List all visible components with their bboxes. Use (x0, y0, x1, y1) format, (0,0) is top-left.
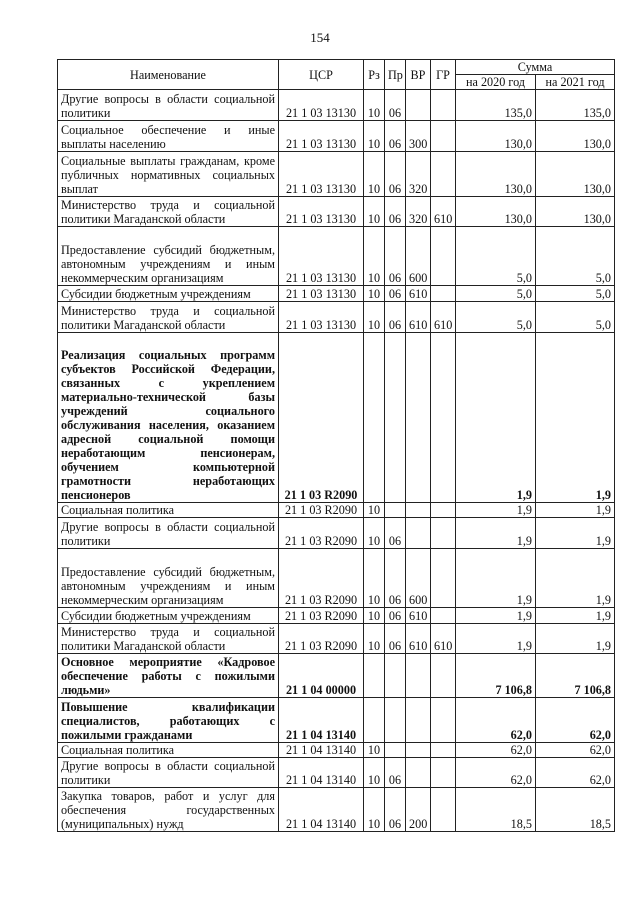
cell-csr: 21 1 03 13130 (279, 152, 364, 197)
cell-csr: 21 1 03 13130 (279, 121, 364, 152)
cell-gr (431, 503, 456, 518)
table-row (58, 518, 615, 549)
cell-csr: 21 1 03 R2090 (279, 549, 364, 608)
cell-gr (431, 788, 456, 832)
cell-pr: 06 (385, 608, 406, 624)
cell-name: Министерство труда и социальной политики Магаданской области (58, 197, 279, 227)
cell-gr: 610 (431, 624, 456, 654)
cell-pr (385, 503, 406, 518)
cell-y2021: 130,0 (536, 152, 615, 197)
cell-rz: 10 (364, 152, 385, 197)
cell-pr (385, 743, 406, 758)
cell-vr (406, 758, 431, 788)
cell-csr: 21 1 03 R2090 (279, 503, 364, 518)
table-row (58, 788, 615, 832)
cell-y2020: 130,0 (456, 197, 536, 227)
cell-vr: 610 (406, 286, 431, 302)
cell-name: Социальная политика (58, 503, 279, 518)
cell-pr: 06 (385, 121, 406, 152)
cell-name: Министерство труда и социальной политики Магаданской области (58, 624, 279, 654)
cell-vr: 320 (406, 152, 431, 197)
cell-y2020: 1,9 (456, 503, 536, 518)
cell-csr: 21 1 03 R2090 (279, 518, 364, 549)
cell-csr: 21 1 03 13130 (279, 302, 364, 333)
cell-gr (431, 698, 456, 743)
cell-csr: 21 1 04 13140 (279, 698, 364, 743)
cell-y2020: 7 106,8 (456, 654, 536, 698)
cell-vr: 600 (406, 549, 431, 608)
header-gr: ГР (431, 60, 456, 90)
page-number: 154 (310, 30, 330, 45)
cell-pr: 06 (385, 152, 406, 197)
cell-vr: 300 (406, 121, 431, 152)
cell-rz: 10 (364, 197, 385, 227)
table-row (58, 286, 615, 302)
cell-gr (431, 333, 456, 503)
table-row (58, 698, 615, 743)
cell-gr: 610 (431, 197, 456, 227)
cell-y2020: 5,0 (456, 286, 536, 302)
cell-rz: 10 (364, 121, 385, 152)
cell-vr (406, 503, 431, 518)
cell-y2020: 5,0 (456, 227, 536, 286)
cell-gr (431, 121, 456, 152)
cell-rz: 10 (364, 758, 385, 788)
header-csr: ЦСР (279, 60, 364, 90)
cell-pr: 06 (385, 227, 406, 286)
header-vr: ВР (406, 60, 431, 90)
cell-vr (406, 743, 431, 758)
header-sum: Сумма (456, 60, 615, 75)
cell-csr: 21 1 04 00000 (279, 654, 364, 698)
cell-csr: 21 1 04 13140 (279, 758, 364, 788)
cell-y2020: 1,9 (456, 549, 536, 608)
cell-y2020: 130,0 (456, 121, 536, 152)
table-row (58, 503, 615, 518)
cell-vr (406, 518, 431, 549)
cell-pr: 06 (385, 90, 406, 121)
cell-vr: 320 (406, 197, 431, 227)
cell-y2020: 1,9 (456, 518, 536, 549)
table-row (58, 227, 615, 286)
cell-csr: 21 1 03 13130 (279, 227, 364, 286)
cell-vr (406, 654, 431, 698)
table-row (58, 121, 615, 152)
table-row (58, 743, 615, 758)
cell-rz: 10 (364, 608, 385, 624)
cell-pr: 06 (385, 197, 406, 227)
cell-y2021: 1,9 (536, 503, 615, 518)
cell-rz: 10 (364, 549, 385, 608)
cell-name: Субсидии бюджетным учреждениям (58, 608, 279, 624)
cell-y2021: 1,9 (536, 608, 615, 624)
cell-rz: 10 (364, 503, 385, 518)
table-row (58, 90, 615, 121)
cell-pr (385, 333, 406, 503)
cell-gr (431, 758, 456, 788)
header-pr: Пр (385, 60, 406, 90)
budget-table (57, 59, 615, 832)
cell-csr: 21 1 03 R2090 (279, 624, 364, 654)
header-name: Наименование (58, 60, 279, 90)
cell-gr (431, 286, 456, 302)
cell-vr (406, 333, 431, 503)
cell-y2020: 1,9 (456, 608, 536, 624)
cell-name: Другие вопросы в области социальной политики (58, 518, 279, 549)
cell-vr (406, 698, 431, 743)
cell-y2021: 62,0 (536, 743, 615, 758)
cell-rz: 10 (364, 286, 385, 302)
cell-rz: 10 (364, 227, 385, 286)
table-row (58, 152, 615, 197)
cell-vr: 610 (406, 608, 431, 624)
cell-csr: 21 1 03 13130 (279, 286, 364, 302)
cell-pr: 06 (385, 549, 406, 608)
cell-vr: 600 (406, 227, 431, 286)
cell-y2020: 135,0 (456, 90, 536, 121)
cell-y2021: 130,0 (536, 197, 615, 227)
cell-name: Социальные выплаты гражданам, кроме публичных нормативных социальных выплат (58, 152, 279, 197)
cell-y2021: 1,9 (536, 518, 615, 549)
table-row (58, 549, 615, 608)
cell-gr (431, 227, 456, 286)
cell-y2021: 130,0 (536, 121, 615, 152)
cell-gr (431, 549, 456, 608)
cell-name: Министерство труда и социальной политики Магаданской области (58, 302, 279, 333)
table-row (58, 333, 615, 503)
cell-rz: 10 (364, 624, 385, 654)
cell-csr: 21 1 04 13140 (279, 743, 364, 758)
cell-y2020: 62,0 (456, 743, 536, 758)
cell-y2021: 5,0 (536, 286, 615, 302)
cell-rz (364, 698, 385, 743)
header-year-2021: на 2021 год (536, 75, 615, 90)
cell-y2021: 135,0 (536, 90, 615, 121)
cell-y2021: 62,0 (536, 758, 615, 788)
header-rz: Рз (364, 60, 385, 90)
cell-csr: 21 1 03 R2090 (279, 608, 364, 624)
cell-pr: 06 (385, 286, 406, 302)
cell-name: Предоставление субсидий бюджетным, автономным учреждениям и иным некоммерческим организациям (58, 549, 279, 608)
header-row (58, 60, 615, 75)
cell-pr (385, 698, 406, 743)
cell-rz: 10 (364, 788, 385, 832)
cell-name: Другие вопросы в области социальной политики (58, 90, 279, 121)
cell-csr: 21 1 03 R2090 (279, 333, 364, 503)
cell-y2021: 5,0 (536, 302, 615, 333)
cell-pr: 06 (385, 788, 406, 832)
cell-pr (385, 654, 406, 698)
cell-vr: 610 (406, 302, 431, 333)
cell-rz (364, 654, 385, 698)
table-row (58, 608, 615, 624)
cell-vr: 610 (406, 624, 431, 654)
cell-rz: 10 (364, 302, 385, 333)
cell-y2021: 1,9 (536, 549, 615, 608)
cell-y2021: 1,9 (536, 624, 615, 654)
cell-name: Социальная политика (58, 743, 279, 758)
table-row (58, 654, 615, 698)
cell-y2020: 5,0 (456, 302, 536, 333)
cell-y2020: 1,9 (456, 333, 536, 503)
cell-gr (431, 152, 456, 197)
cell-y2021: 7 106,8 (536, 654, 615, 698)
cell-name: Повышение квалификации специалистов, работающих с пожилыми гражданами (58, 698, 279, 743)
table-row (58, 302, 615, 333)
cell-name: Закупка товаров, работ и услуг для обеспечения государственных (муниципальных) нужд (58, 788, 279, 832)
cell-vr: 200 (406, 788, 431, 832)
cell-gr (431, 90, 456, 121)
cell-y2021: 1,9 (536, 333, 615, 503)
cell-name: Социальное обеспечение и иные выплаты населению (58, 121, 279, 152)
cell-y2020: 62,0 (456, 698, 536, 743)
cell-y2020: 62,0 (456, 758, 536, 788)
cell-csr: 21 1 03 13130 (279, 90, 364, 121)
cell-y2020: 130,0 (456, 152, 536, 197)
cell-y2021: 62,0 (536, 698, 615, 743)
cell-gr (431, 608, 456, 624)
cell-name: Основное мероприятие «Кадровое обеспечение работы с пожилыми людьми» (58, 654, 279, 698)
cell-y2020: 18,5 (456, 788, 536, 832)
cell-gr (431, 518, 456, 549)
cell-rz: 10 (364, 90, 385, 121)
cell-name: Субсидии бюджетным учреждениям (58, 286, 279, 302)
table-row (58, 197, 615, 227)
cell-name: Предоставление субсидий бюджетным, автономным учреждениям и иным некоммерческим организациям (58, 227, 279, 286)
cell-y2021: 5,0 (536, 227, 615, 286)
cell-name: Другие вопросы в области социальной политики (58, 758, 279, 788)
cell-pr: 06 (385, 758, 406, 788)
table-row (58, 624, 615, 654)
header-year-2020: на 2020 год (456, 75, 536, 90)
cell-name: Реализация социальных программ субъектов Российской Федерации, связанных с укреплением материально-технической базы учреждений социального обслуживания населения, оказанием адресной социальной помощи неработающим пенсионерам, обучением компьютерной грамотности неработающих пенсионеров (58, 333, 279, 503)
cell-gr: 610 (431, 302, 456, 333)
cell-pr: 06 (385, 518, 406, 549)
cell-pr: 06 (385, 302, 406, 333)
cell-rz: 10 (364, 518, 385, 549)
cell-pr: 06 (385, 624, 406, 654)
table-body (58, 90, 615, 832)
cell-gr (431, 743, 456, 758)
cell-rz (364, 333, 385, 503)
cell-csr: 21 1 04 13140 (279, 788, 364, 832)
cell-y2021: 18,5 (536, 788, 615, 832)
cell-rz: 10 (364, 743, 385, 758)
table-row (58, 758, 615, 788)
cell-y2020: 1,9 (456, 624, 536, 654)
cell-gr (431, 654, 456, 698)
cell-vr (406, 90, 431, 121)
cell-csr: 21 1 03 13130 (279, 197, 364, 227)
